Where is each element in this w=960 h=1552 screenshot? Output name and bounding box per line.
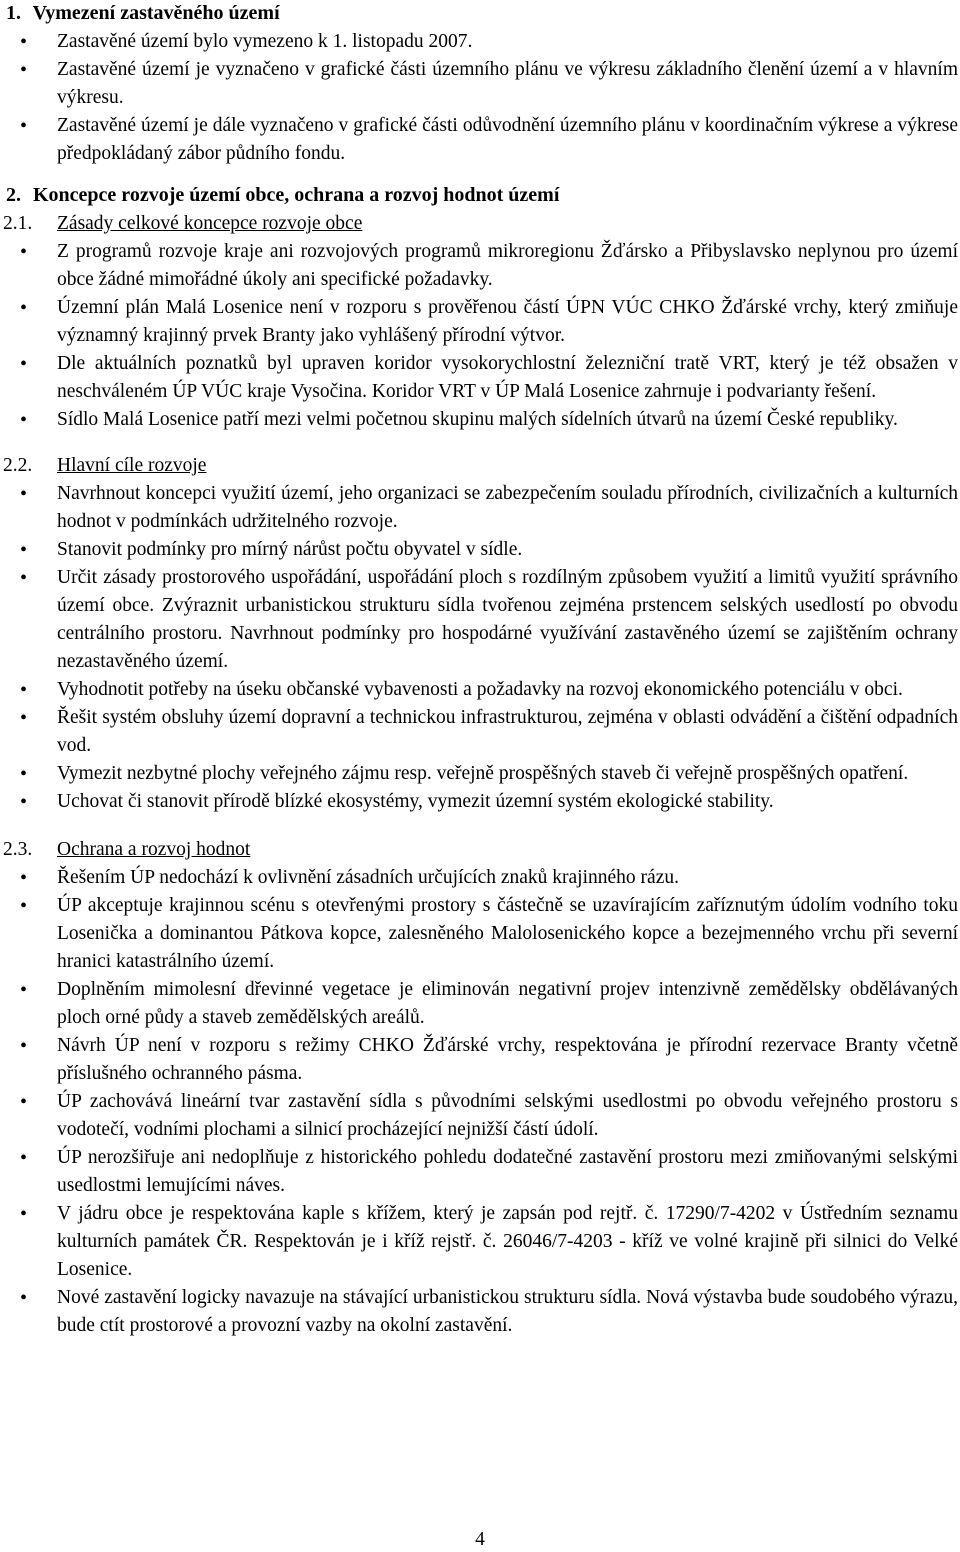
section-1-list [0, 28, 960, 168]
list-item [0, 788, 960, 816]
list-item-text: Z programů rozvoje kraje ani rozvojových programů mikroregionu Žďársko a Přibyslavsko neplynou pro území obce žádné mimořádné úkoly ani specifické požadavky. [57, 241, 958, 290]
list-item [0, 976, 960, 1032]
list-item-text: Vymezit nezbytné plochy veřejného zájmu resp. veřejně prospěšných staveb či veřejně prospěšných opatření. [57, 763, 909, 784]
list-item-text: Navrhnout koncepci využití území, jeho organizaci se zabezpečením souladu přírodních, civilizačních a kulturních hodnot v podmínkách udržitelného rozvoje. [57, 483, 958, 532]
list-item [0, 864, 960, 892]
subsection-2-3-list [0, 864, 960, 1340]
list-item-text: ÚP akceptuje krajinnou scénu s otevřenými prostory s částečně se uzavírajícím zaříznutým údolím vodního toku Losenička a dominantou Pátkova kopce, zalesněného Malolosenického kopce a bezejmenného vrchu při severní hranici katastrálního území. [57, 895, 958, 972]
list-item [0, 28, 960, 56]
bullet-icon: • [20, 895, 28, 917]
bullet-icon: • [20, 1091, 28, 1113]
section-title: Koncepce rozvoje území obce, ochrana a rozvoj hodnot území [33, 184, 560, 206]
bullet-icon: • [20, 763, 28, 785]
list-item-text: Sídlo Malá Losenice patří mezi velmi početnou skupinu malých sídelních útvarů na území České republiky. [57, 409, 898, 430]
bullet-icon: • [20, 483, 28, 505]
list-item-text: Stanovit podmínky pro mírný nárůst počtu obyvatel v sídle. [57, 539, 523, 560]
subsection-title: Zásady celkové koncepce rozvoje obce [57, 213, 363, 234]
subsection-number: 2.1. [3, 213, 33, 234]
subsection-title: Hlavní cíle rozvoje [57, 455, 207, 476]
subsection-2-2-heading [0, 452, 960, 480]
section-number: 1. [6, 2, 21, 24]
list-item-text: ÚP nerozšiřuje ani nedoplňuje z historického pohledu dodatečné zastavění prostoru mezi zmiňovanými selskými usedlostmi lemujícími náves. [57, 1147, 958, 1196]
bullet-icon: • [20, 241, 28, 263]
list-item [0, 406, 960, 434]
list-item [0, 892, 960, 976]
bullet-icon: • [20, 791, 28, 813]
list-item [0, 294, 960, 350]
list-item-text: Územní plán Malá Losenice není v rozporu s prověřenou částí ÚPN VÚC CHKO Žďárské vrchy, který zmiňuje významný krajinný prvek Branty jako vyhlášený přírodní výtvor. [57, 297, 958, 346]
list-item [0, 56, 960, 112]
list-item-text: V jádru obce je respektována kaple s křížem, který je zapsán pod rejtř. č. 17290/7-4202 v Ústředním seznamu kulturních památek ČR. Respektován je i kříž rejstř. č. 26046/7-4203 - kříž ve volné krajině při silnici do Velké Losenice. [57, 1203, 958, 1280]
list-item-text: Řešit systém obsluhy území dopravní a technickou infrastrukturou, zejména v oblasti odvádění a čištění odpadních vod. [57, 707, 958, 756]
list-item-text: Návrh ÚP není v rozporu s režimy CHKO Žďárské vrchy, respektována je přírodní rezervace Branty včetně příslušného ochranného pásma. [57, 1035, 958, 1084]
list-item [0, 564, 960, 676]
bullet-icon: • [20, 59, 28, 81]
bullet-icon: • [20, 1035, 28, 1057]
bullet-icon: • [20, 409, 28, 431]
bullet-icon: • [20, 297, 28, 319]
list-item [0, 480, 960, 536]
list-item-text: Uchovat či stanovit přírodě blízké ekosystémy, vymezit územní systém ekologické stability. [57, 791, 774, 812]
page-number: 4 [475, 1529, 485, 1550]
subsection-number: 2.3. [3, 839, 33, 860]
section-title: Vymezení zastavěného území [32, 2, 280, 24]
subsection-number: 2.2. [3, 455, 33, 476]
list-item [0, 1284, 960, 1340]
bullet-icon: • [20, 567, 28, 589]
list-item-text: Vyhodnotit potřeby na úseku občanské vybavenosti a požadavky na rozvoj ekonomického potenciálu v obci. [57, 679, 903, 700]
list-item [0, 1144, 960, 1200]
list-item [0, 112, 960, 168]
list-item-text: Doplněním mimolesní dřevinné vegetace je eliminován negativní projev intenzivně zemědělsky obdělávaných ploch orné půdy a staveb zemědělských areálů. [57, 979, 958, 1028]
section-number: 2. [6, 184, 21, 206]
list-item-text: Řešením ÚP nedochází k ovlivnění zásadních určujících znaků krajinného rázu. [57, 867, 679, 888]
bullet-icon: • [20, 353, 28, 375]
bullet-icon: • [20, 1147, 28, 1169]
list-item [0, 536, 960, 564]
list-item [0, 350, 960, 406]
list-item-text: Zastavěné území je vyznačeno v grafické části územního plánu ve výkresu základního členění území a v hlavním výkresu. [57, 59, 958, 108]
subsection-2-1-heading [0, 210, 960, 238]
bullet-icon: • [20, 1203, 28, 1225]
list-item-text: Dle aktuálních poznatků byl upraven koridor vysokorychlostní železniční tratě VRT, který je též obsažen v neschváleném ÚP VÚC kraje Vysočina. Koridor VRT v ÚP Malá Losenice zahrnuje i podvarianty řešení. [57, 353, 958, 402]
list-item [0, 238, 960, 294]
list-item-text: Zastavěné území je dále vyznačeno v grafické části odůvodnění územního plánu v koordinačním výkrese a výkrese předpokládaný zábor půdního fondu. [57, 115, 958, 164]
bullet-icon: • [20, 1287, 28, 1309]
bullet-icon: • [20, 867, 28, 889]
bullet-icon: • [20, 679, 28, 701]
list-item-text: ÚP zachovává lineární tvar zastavění sídla s původními selskými usedlostmi po obvodu veřejného prostoru s vodotečí, vodními plochami a silnicí procházející nejnižší částí údolí. [57, 1091, 958, 1140]
section-2-heading [0, 182, 960, 210]
subsection-2-1-list [0, 238, 960, 434]
list-item [0, 676, 960, 704]
list-item [0, 1032, 960, 1088]
subsection-title: Ochrana a rozvoj hodnot [57, 839, 251, 860]
bullet-icon: • [20, 979, 28, 1001]
bullet-icon: • [20, 31, 28, 53]
bullet-icon: • [20, 115, 28, 137]
bullet-icon: • [20, 707, 28, 729]
subsection-2-2-list [0, 480, 960, 816]
list-item [0, 760, 960, 788]
list-item [0, 1088, 960, 1144]
section-1-heading [0, 0, 960, 28]
bullet-icon: • [20, 539, 28, 561]
list-item-text: Zastavěné území bylo vymezeno k 1. listopadu 2007. [57, 31, 473, 52]
list-item [0, 704, 960, 760]
list-item-text: Určit zásady prostorového uspořádání, uspořádání ploch s rozdílným způsobem využití a limitů využití správního území obce. Zvýraznit urbanistickou strukturu sídla tvořenou zejména prstencem selských usedlostí po obvodu centrálního prostoru. Navrhnout podmínky pro hospodárné využívání zastavěného území se zajištěním ochrany nezastavěného území. [57, 567, 958, 672]
subsection-2-3-heading [0, 836, 960, 864]
list-item [0, 1200, 960, 1284]
list-item-text: Nové zastavění logicky navazuje na stávající urbanistickou strukturu sídla. Nová výstavba bude soudobého výrazu, bude ctít prostorové a provozní vazby na okolní zastavění. [57, 1287, 958, 1336]
